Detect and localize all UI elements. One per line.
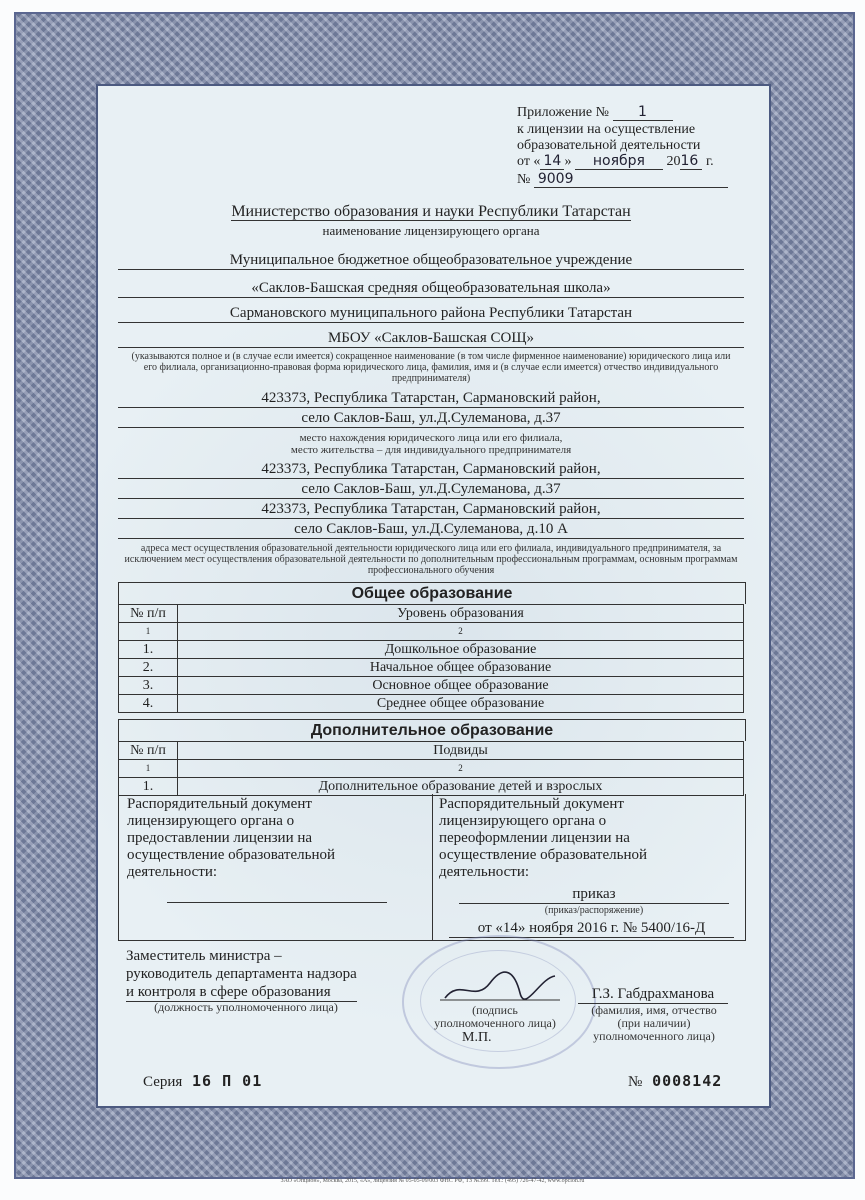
general-education-title: Общее образование	[118, 582, 746, 604]
date-month: ноября	[575, 153, 663, 170]
org-line-2: «Саклов-Башская средняя общеобразовательная школа»	[118, 280, 744, 298]
authority-name: Министерство образования и науки Республики Татарстан	[231, 203, 631, 220]
signatory-position: Заместитель министра – руководитель департамента надзора и контроля в сфере образования	[126, 948, 357, 1000]
signatory-name: Г.З. Габдрахманова	[578, 986, 728, 1004]
documents-block	[118, 794, 746, 941]
reissue-document-date: от «14» ноября 2016 г. № 5400/16-Д	[449, 920, 734, 938]
address-caption-1: место нахождения юридического лица или его филиала,	[299, 432, 563, 444]
appendix-number: 1	[613, 104, 673, 121]
position-caption: (должность уполномоченного лица)	[154, 1000, 338, 1014]
activity-address-2-line-1: 423373, Республика Татарстан, Сармановский район,	[118, 501, 744, 519]
table-header-row: № п/п Подвиды	[119, 742, 744, 760]
printer-imprint: ЗАО «Опцион», Москва, 2015, «А», лицензия № 05-05-09/003 ФНС РФ, ТЗ №399. Тел.: (495) 726-47-42, www.opcion.ru	[280, 1178, 585, 1184]
org-short-name: МБОУ «Саклов-Башская СОЩ»	[118, 330, 744, 348]
reissue-document: Распорядительный документ лицензирующего органа о переоформлении лицензии на осуществление образовательной деятельности:	[439, 796, 647, 880]
series-value: 16 П 01	[192, 1072, 263, 1090]
org-line-3: Сармановского муниципального района Республики Татарстан	[118, 305, 744, 323]
org-caption: (указываются полное и (в случае если имеется) сокращенное наименование (в том числе фирменное наименование) юридического лица или его филиала, организационно-правовая форма юридического лица, фамилия, имя и (в случае если имеется) отчество индивидуального предпринимателя)	[131, 351, 731, 384]
table-row: 2. Начальное общее образование	[119, 659, 744, 677]
header-number: № 9009	[517, 171, 728, 188]
header-line-2: образовательной деятельности	[517, 138, 701, 153]
grant-document-blank	[167, 902, 387, 903]
date-day: 14	[540, 153, 564, 170]
signature-scribble	[440, 968, 560, 1008]
address-line-2: село Саклов-Баш, ул.Д.Сулеманова, д.37	[118, 410, 744, 428]
table-row: 1. Дошкольное образование	[119, 641, 744, 659]
form-number-value: 0008142	[652, 1072, 723, 1090]
table-row: 4. Среднее общее образование	[119, 695, 744, 713]
table-row: 3. Основное общее образование	[119, 677, 744, 695]
signature-caption: (подпись уполномоченного лица)	[434, 1003, 556, 1030]
general-education-table: № п/п Уровень образования 1 2 1. Дошкольное образование 2. Начальное общее образование 3. Основное общее образование 4. Среднее общее образование	[118, 604, 744, 713]
address-line-1: 423373, Республика Татарстан, Сармановский район,	[118, 390, 744, 408]
address-caption-2: место жительства – для индивидуального предпринимателя	[290, 444, 572, 456]
header-date: от « 14 » ноября 2016 г.	[517, 153, 714, 169]
activity-address-1-line-2: село Саклов-Баш, ул.Д.Сулеманова, д.37	[118, 481, 744, 499]
activity-address-2-line-2: село Саклов-Баш, ул.Д.Сулеманова, д.10 А	[118, 521, 744, 539]
table-row: 1. Дополнительное образование детей и взрослых	[119, 778, 744, 796]
authority-name-wrap	[118, 203, 744, 221]
table-header-row	[119, 605, 744, 623]
reissue-document-caption: (приказ/распоряжение)	[544, 905, 644, 916]
org-line-1: Муниципальное бюджетное общеобразовательное учреждение	[118, 252, 744, 270]
name-caption: (фамилия, имя, отчество (при наличии) уполномоченного лица)	[591, 1003, 717, 1043]
grant-document: Распорядительный документ лицензирующего органа о предоставлении лицензии на осуществление образовательной деятельности:	[127, 796, 335, 880]
signature-stroke	[445, 972, 555, 999]
form-number: № 0008142	[628, 1072, 723, 1090]
col-level-header: Уровень образования	[178, 605, 744, 623]
divider	[432, 794, 433, 940]
header-line-1: к лицензии на осуществление	[517, 122, 696, 137]
activity-address-caption: адреса мест осуществления образовательной деятельности юридического лица или его филиала, индивидуального предпринимателя, за исключением мест осуществления образовательной деятельности по дополнительным профессиональным программам, основным программам профессионального обучения	[124, 543, 738, 576]
date-year: 16	[680, 153, 702, 170]
appendix-line	[517, 104, 673, 121]
reissue-document-type: приказ	[459, 886, 729, 904]
additional-education-table: № п/п Подвиды 1 2 1. Дополнительное образование детей и взрослых	[118, 741, 744, 796]
appendix-label: Приложение №	[517, 105, 609, 120]
series: Серия 16 П 01	[143, 1072, 263, 1090]
additional-education-title: Дополнительное образование	[118, 719, 746, 741]
license-number: 9009	[534, 171, 728, 188]
col-number-header: № п/п	[119, 605, 178, 623]
activity-address-1-line-1: 423373, Республика Татарстан, Сармановский район,	[118, 461, 744, 479]
authority-caption: наименование лицензирующего органа	[322, 223, 540, 238]
seal-place: М.П.	[462, 1030, 492, 1045]
